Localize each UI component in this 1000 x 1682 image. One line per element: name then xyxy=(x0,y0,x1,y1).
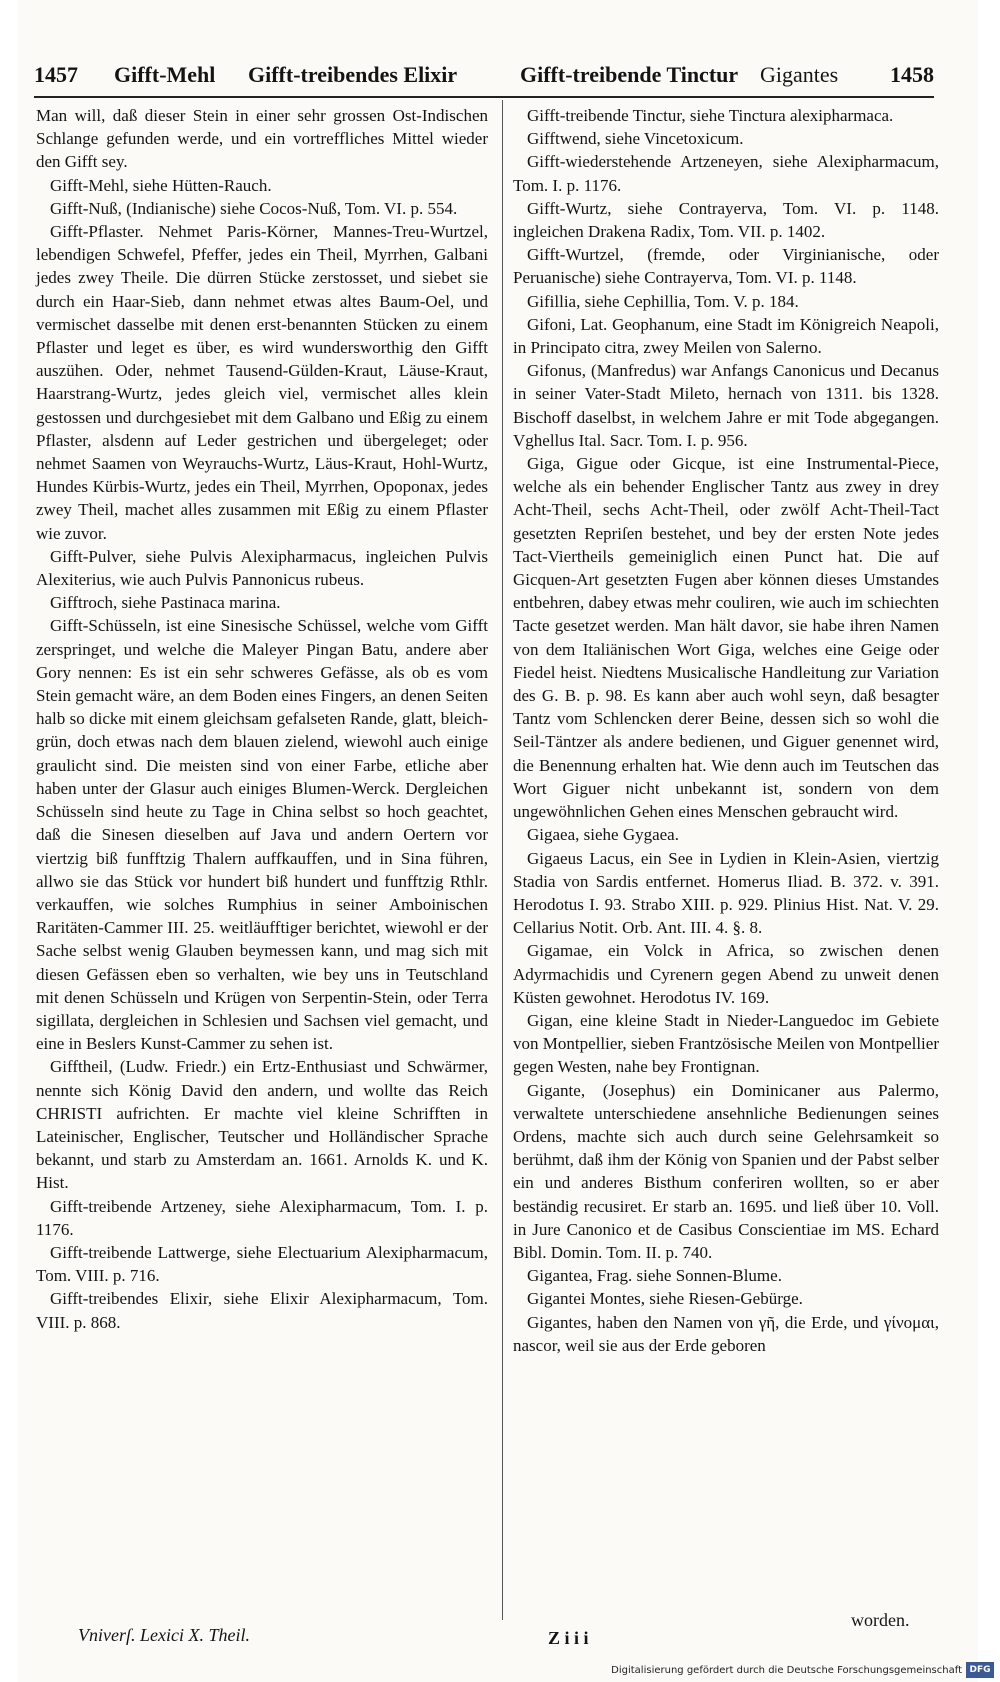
entry-paragraph: Gifft-Wurtz, siehe Contrayerva, Tom. VI. p. 1148. ingleichen Drakena Radix, Tom. VII. p. 1402. xyxy=(513,198,939,242)
entry-paragraph: Gigantei Montes, siehe Riesen-Gebürge. xyxy=(527,1289,803,1309)
entry-paragraph: Gigamae, ein Volck in Africa, so zwischen denen Adyrmachidis und Cyrenern gegen Abend zu unweit denen Küsten gewohnet. Herodotus IV. 169. xyxy=(513,941,939,1007)
digitization-credit-bar xyxy=(0,1656,1000,1682)
right-header-keyword-2: Gigantes xyxy=(760,62,839,87)
left-header-keyword-1: Gifft-Mehl xyxy=(114,62,216,87)
column-divider xyxy=(502,100,503,1620)
entry-paragraph: Gifillia, siehe Cephillia, Tom. V. p. 184. xyxy=(527,291,799,311)
entry-paragraph: Gifft-treibendes Elixir, siehe Elixir Alexipharmacum, Tom. VIII. p. 868. xyxy=(36,1289,488,1332)
entry-paragraph: Gifft-Wurtzel, (fremde, oder Virginianische, oder Peruanische) siehe Contrayerva, Tom. VI. p. 1148. xyxy=(513,245,939,288)
entry-paragraph: Gifoni, Lat. Geophanum, eine Stadt im Königreich Neapoli, in Principato citra, zwey Meilen von Salerno. xyxy=(513,314,939,358)
entry-paragraph: Gifft-treibende Tinctur, siehe Tinctura alexipharmaca. xyxy=(527,106,894,125)
running-header xyxy=(34,56,934,98)
entry-paragraph: Giga, Gigue oder Gicque, ist eine Instrumental-Piece, welche als ein behender Englischer Tantz aus zwey in drey Acht-Theil, sechs Acht-Theil, oder zwölf Acht-Theil-Tact gesetzten Repriſen bestehet, und bey der ersten Note jedes Tact-Viertheils gemeiniglich einen Punct hat. Die auf Gicquen-Art gesetzten Fugen aber können dieses Umstandes entbehren, dabey etwas mehr couliren, wie auch im schiechten Tacte gesetzet werden. Man hält davor, sie habe ihren Namen von dem Italiänischen Wort Giga, welches eine Geige oder Fiedel heist. Niedtens Musicalische Handleitung zur Variation des G. B. p. 98. Es kann aber auch wohl seyn, daß besagter Tantz vom Schlencken derer Beine, dessen sich so wohl die Seil-Täntzer als andere bedienen, und Giguer genennet wird, die Benennung erhalten hat. Wie denn auch im Teutschen das Wort Giguer nicht unbekannt ist, sondern von dem ungewöhnlichen Gehen eines Menschen gebraucht wird. xyxy=(513,454,939,822)
right-header-keyword-1: Gifft-treibende Tinctur xyxy=(520,62,739,87)
entry-paragraph: Gifftroch, siehe Pastinaca marina. xyxy=(50,593,281,613)
entry-paragraph: Gifftwend, siehe Vincetoxicum. xyxy=(527,129,744,149)
entry-paragraph: Gigante, (Josephus) ein Dominicaner aus Palermo, verwaltete unterschiedene ansehnliche Bedienungen seines Ordens, machte sich auch durch seine Gelehrsamkeit so berühmt, daß ihm der König von Spanien und der Pabst selber ein und anderes Bisthum conferiren wollten, so er aber beständig recusiret. Er starb an. 1695. und ließ über 10. Voll. in Jure Canonico et de Casibus Conscientiae im MS. Echard Bibl. Domin. Tom. II. p. 740. xyxy=(513,1080,939,1262)
entry-paragraph: Gifft-wiederstehende Artzeneyen, siehe Alexipharmacum, Tom. I. p. 1176. xyxy=(513,152,939,195)
left-page-number: 1457 xyxy=(34,62,78,87)
volume-signature: Vniverſ. Lexici X. Theil. xyxy=(78,1625,250,1645)
entry-paragraph: Gigan, eine kleine Stadt in Nieder-Languedoc im Gebiete von Montpellier, sieben Frantzösische Meilen von Montpellier gegen Westen, nahe bey Frontignan. xyxy=(513,1010,939,1077)
book-page xyxy=(18,0,978,1682)
printer-signature-mark: Z i i i xyxy=(548,1628,589,1648)
entry-paragraph: Gigaea, siehe Gygaea. xyxy=(527,825,679,845)
entry-paragraph: Gifft-Schüsseln, ist eine Sinesische Schüssel, welche vom Gifft zerspringet, und welche die Maleyer Pingan Batu, andere aber Gory nennen: Es ist ein sehr schweres Gefässe, als ob es vom Stein gemacht wäre, an dem Boden eines Fingers, an denen Seiten halb so dicke mit einem gleichsam gefalseten Rande, glatt, bleich-grün, doch etwas nach dem blauen zielend, wiewohl auch einige graulicht sind. Die meisten sind von einer Farbe, etliche aber haben unter der Glasur auch einiges Blumen-Werck. Dergleichen Schüsseln sind heute zu Tage in China selbst so hoch geachtet, daß die Sinesen dieselben auf Java und andern Oertern vor viertzig biß funfftzig Thalern auffkauffen, und in Sina führen, allwo sie das Stück vor hundert biß hundert und funfftzig Rthlr. verkauffen, wie solches Rumphius in seiner Amboinischen Raritäten-Cammer III. 25. weitläufftiger berichtet, wiewohl er der Sache selbst wenig Glauben beymessen kann, und mag sich mit diesen Gefässen eben so verhalten, wie bey uns in Teutschland mit denen Schüsseln und Krügen von Serpentin-Stein, oder Terra sigillata, dergleichen in Schlesien und Sachsen viel gemacht, und eine in Beslers Kunst-Cammer zu sehen ist. xyxy=(36,616,488,1054)
entry-paragraph: Gifft-Pulver, siehe Pulvis Alexipharmacus, ingleichen Pulvis Alexiterius, wie auch Pulvis Pannonicus rubeus. xyxy=(36,546,488,590)
right-column xyxy=(513,104,939,1357)
entry-paragraph: Gifft-Pflaster. Nehmet Paris-Körner, Mannes-Treu-Wurtzel, lebendigen Schwefel, Pfeffer, jedes ein Theil, Myrrhen, Galbani jedes zwey Theile. Die dürren Stücke zerstosset, und siebet sie durch ein Haar-Sieb, dann nehmet etwas altes Baum-Oel, und vermischet dasselbe mit denen erst-benannten Stücken zu einem Pflaster und leget es über, es wird wundersworthig den Gifft auszühen. Oder, nehmet Tausend-Gülden-Kraut, Läuse-Kraut, Haarstrang-Wurtz, jedes gleich viel, vermischet alles klein gestossen und durchgesiebet mit dem Galbano und Eßig zu einem Pflaster, alsdenn auf Leder gestrichen und übergeleget; oder nehmet Saamen von Weyrauchs-Wurtz, Läus-Kraut, Hohl-Wurtz, Hundes Kürbis-Wurtz, jedes ein Theil, Myrrhen, Opoponax, jedes zwey Theil, machet alles zusammen mit Eßig zu einem Pflaster wie zuvor. xyxy=(36,222,488,543)
entry-paragraph: Gigaeus Lacus, ein See in Lydien in Klein-Asien, viertzig Stadia von Sardis entfernet. Homerus Iliad. B. 372. v. 391. Herodotus I. 93. Strabo XIII. p. 929. Plinius Hist. Nat. V. 29. Cellarius Notit. Orb. Ant. III. 4. §. 8. xyxy=(513,848,939,938)
entry-paragraph: Gifft-treibende Artzeney, siehe Alexipharmacum, Tom. I. p. 1176. xyxy=(36,1196,488,1239)
entry-paragraph: Man will, daß dieser Stein in einer sehr grossen Ost-Indischen Schlange gefunden werde, und ein vortreffliches Mittel wieder den Gifft sey. xyxy=(36,106,488,172)
entry-paragraph: Gifft-treibende Lattwerge, siehe Electuarium Alexipharmacum, Tom. VIII. p. 716. xyxy=(36,1242,488,1286)
digitization-credit-text: Digitalisierung gefördert durch die Deutsche Forschungsgemeinschaft xyxy=(611,1665,962,1676)
dfg-logo-icon: DFG xyxy=(966,1662,994,1678)
entry-paragraph: Gifft-Nuß, (Indianische) siehe Cocos-Nuß, Tom. VI. p. 554. xyxy=(50,198,458,218)
entry-paragraph: Gifonus, (Manfredus) war Anfangs Canonicus und Decanus in seiner Vater-Stadt Mileto, hernach von 1311. bis 1328. Bischoff daselbst, in welchem Jahre er mit Tode abgegangen. Vghellus Ital. Sacr. Tom. I. p. 956. xyxy=(513,361,939,450)
entry-paragraph: Gigantea, Frag. siehe Sonnen-Blume. xyxy=(527,1266,782,1286)
entry-paragraph: Gifft-Mehl, siehe Hütten-Rauch. xyxy=(50,175,272,195)
entry-paragraph: Gigantes, haben den Namen von γῆ, die Erde, und γίνομαι, nascor, weil sie aus der Erde geboren xyxy=(513,1312,939,1355)
left-header-keyword-2: Gifft-treibendes Elixir xyxy=(248,62,458,87)
catchword: worden. xyxy=(851,1610,910,1630)
entry-paragraph: Gifftheil, (Ludw. Friedr.) ein Ertz-Enthusiast und Schwärmer, nennte sich König David den andern, und wollte das Reich CHRISTI aufrichten. Er machte viel kleine Schrifften in Lateinischer, Englischer, Teutscher und Holländischer Sprache bekannt, und starb zu Amsterdam an. 1661. Arnolds K. und K. Hist. xyxy=(36,1057,488,1193)
right-page-number: 1458 xyxy=(890,62,934,87)
left-column xyxy=(36,104,488,1334)
